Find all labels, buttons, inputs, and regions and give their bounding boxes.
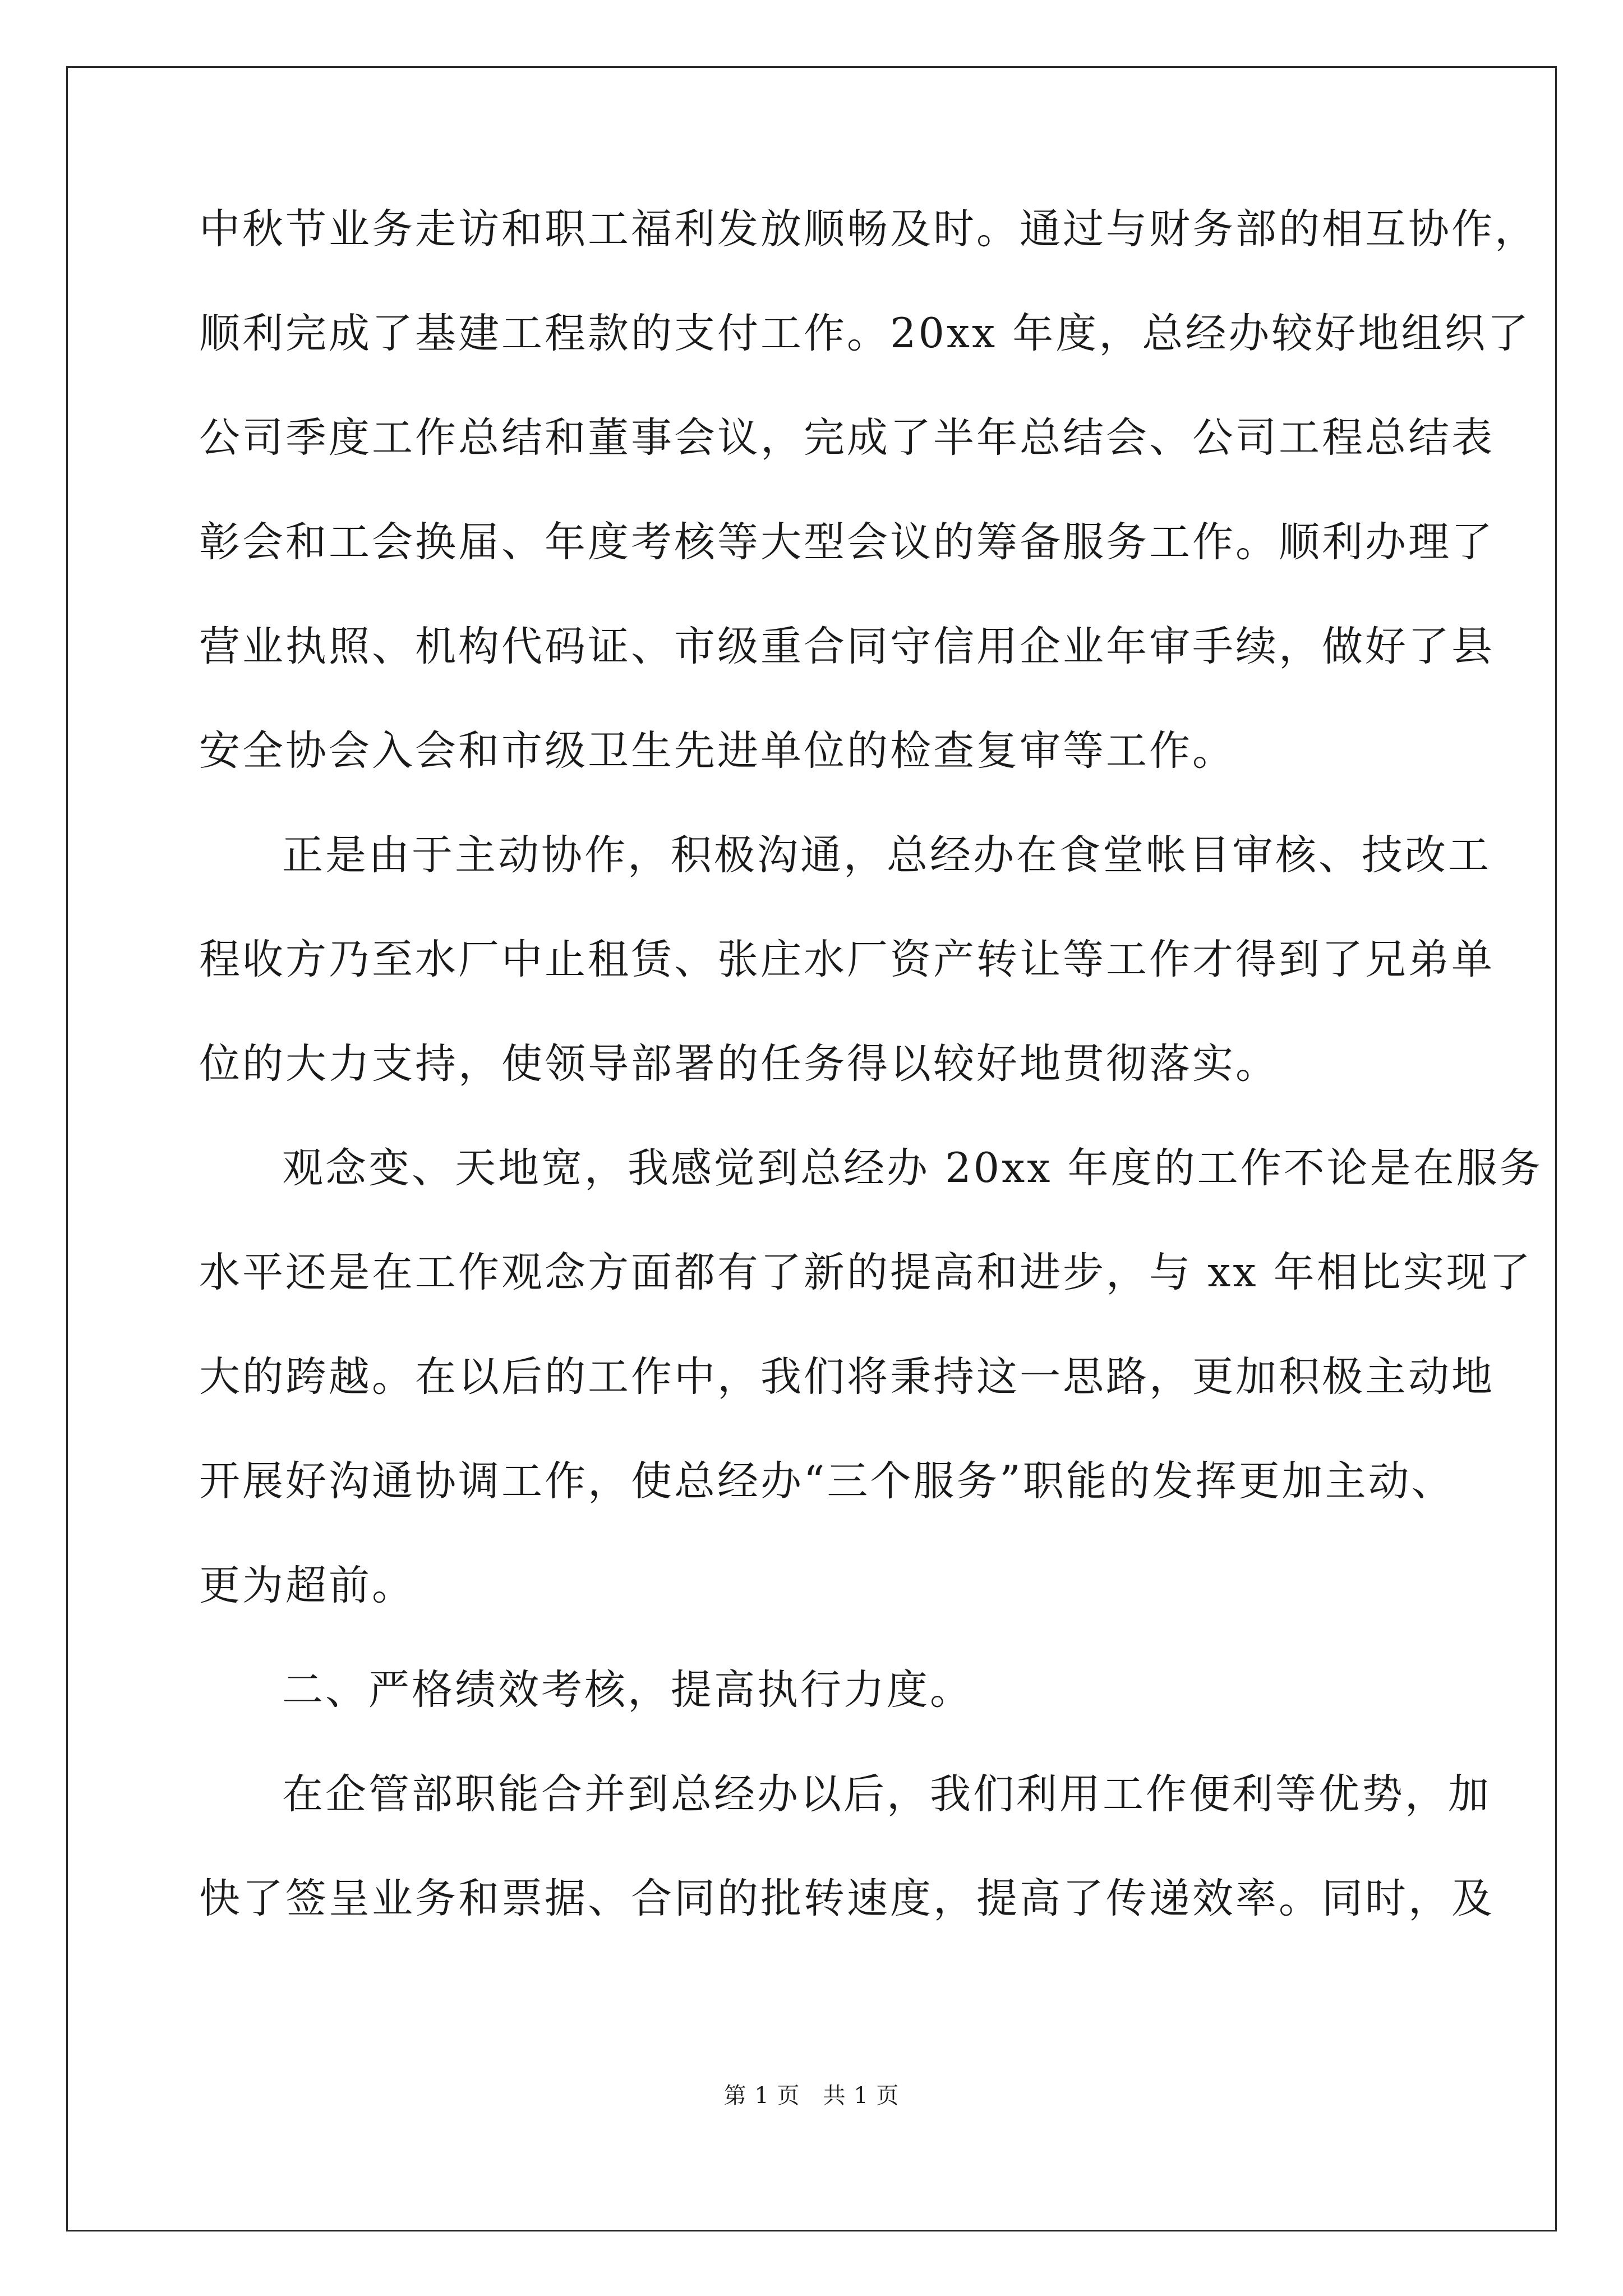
text-line: 中秋节业务走访和职工福利发放顺畅及时。通过与财务部的相互协作， [199,205,1538,253]
section-heading: 二、严格绩效考核，提高执行力度。 [282,1666,973,1714]
text-line: 大的跨越。在以后的工作中，我们将秉持这一思路，更加积极主动地 [199,1353,1495,1401]
text-line: 公司季度工作总结和董事会议，完成了半年总结会、公司工程总结表 [199,414,1495,462]
text-line: 彰会和工会换届、年度考核等大型会议的筹备服务工作。顺利办理了 [199,518,1495,566]
text-line: 水平还是在工作观念方面都有了新的提高和进步，与 xx 年相比实现了 [199,1249,1533,1296]
text-line: 更为超前。 [199,1562,415,1609]
text-line: 程收方乃至水厂中止租赁、张庄水厂资产转让等工作才得到了兄弟单 [199,936,1495,983]
paragraph-first-line: 在企管部职能合并到总经办以后，我们利用工作便利等优势，加 [282,1770,1491,1818]
text-line: 安全协会入会和市级卫生先进单位的检查复审等工作。 [199,727,1235,775]
text-line: 顺利完成了基建工程款的支付工作。20xx 年度，总经办较好地组织了 [199,310,1531,357]
text-line: 快了签呈业务和票据、合同的批转速度，提高了传递效率。同时，及 [199,1875,1495,1922]
page-footer: 第 1 页 共 1 页 [723,2083,900,2109]
paragraph-first-line: 正是由于主动协作，积极沟通，总经办在食堂帐目审核、技改工 [282,831,1491,879]
paragraph-first-line: 观念变、天地宽，我感觉到总经办 20xx 年度的工作不论是在服务 [282,1144,1543,1192]
text-line: 开展好沟通协调工作，使总经办“三个服务”职能的发挥更加主动、 [199,1457,1455,1505]
text-line: 位的大力支持，使领导部署的任务得以较好地贯彻落实。 [199,1040,1279,1088]
text-line: 营业执照、机构代码证、市级重合同守信用企业年审手续，做好了县 [199,623,1495,670]
